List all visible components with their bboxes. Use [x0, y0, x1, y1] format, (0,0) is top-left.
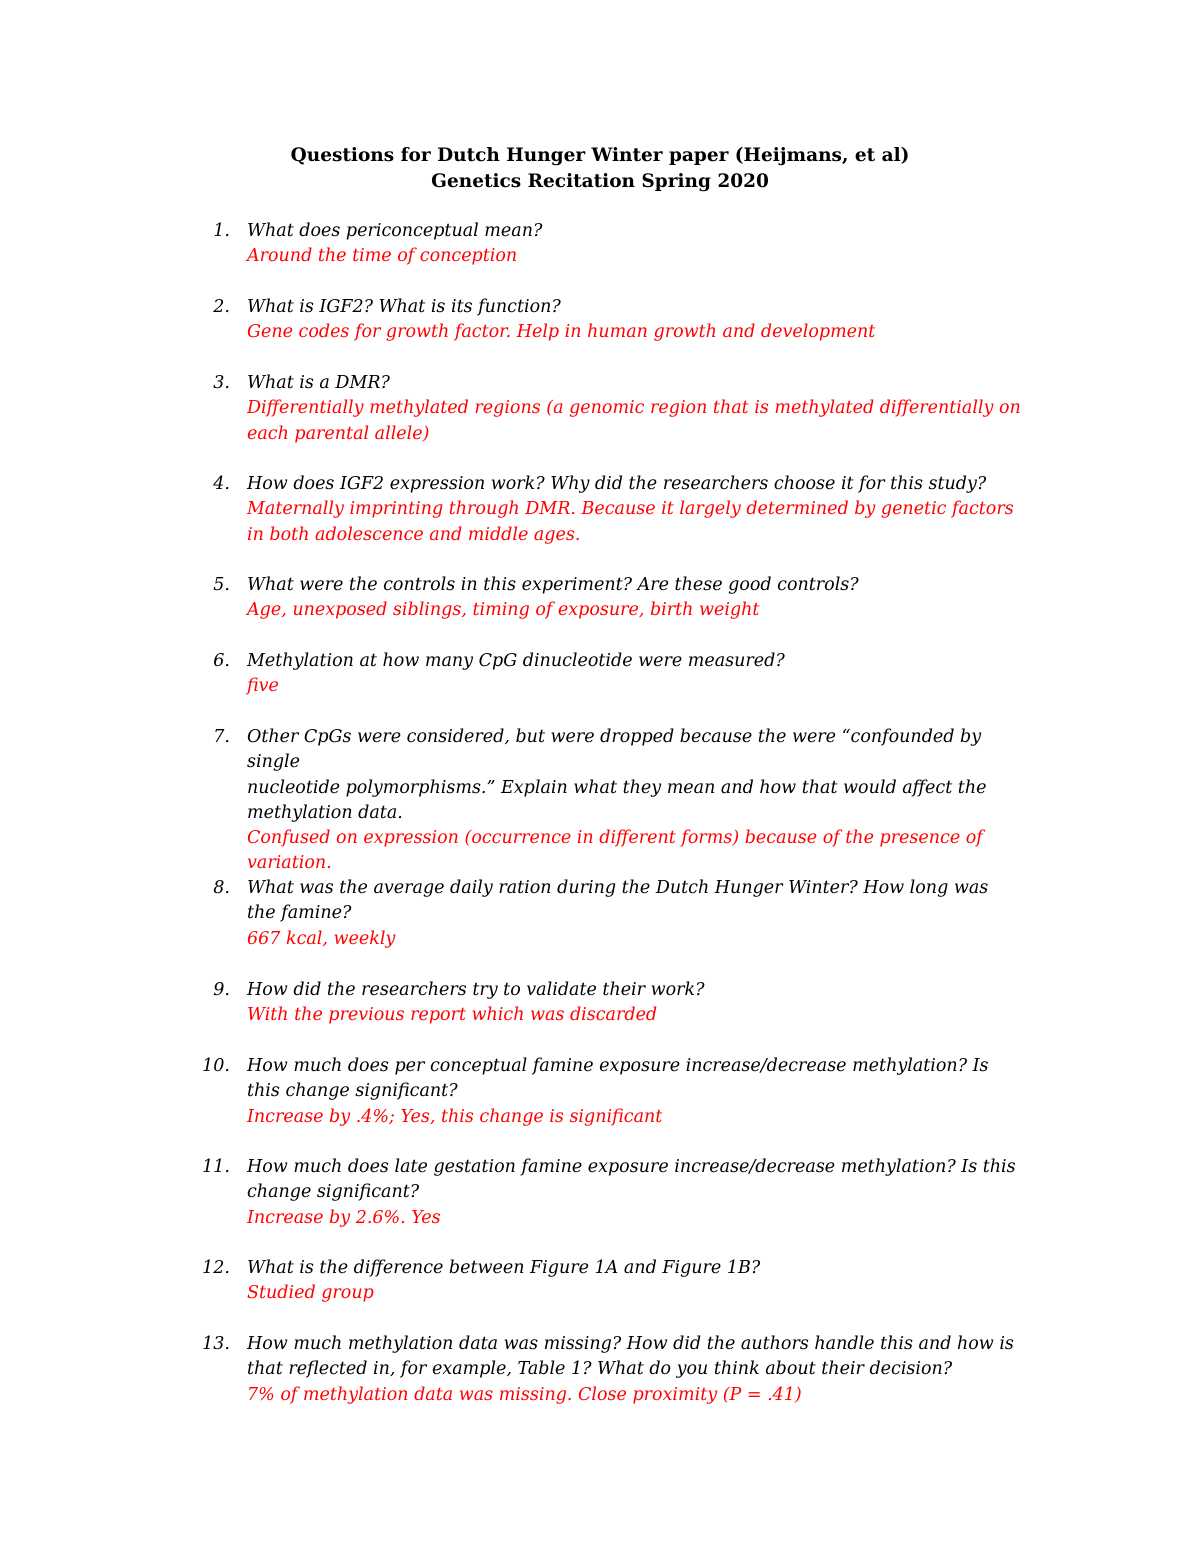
question-text: What were the controls in this experiment? Are these good controls?	[247, 575, 859, 595]
question-number: 10.	[202, 1056, 230, 1076]
answer-text: Increase by .4%; Yes, this change is significant	[247, 1106, 663, 1127]
question-number: 1.	[213, 221, 230, 241]
answer-text: Increase by 2.6%. Yes	[247, 1207, 441, 1228]
question-number: 5.	[213, 575, 230, 595]
answer-text: Around the time of conception	[247, 246, 518, 267]
answer-text: Gene codes for growth factor. Help in human growth and development	[247, 322, 876, 343]
question-text: What is IGF2? What is its function?	[247, 297, 561, 317]
question-number: 11.	[202, 1157, 230, 1177]
answer-text: Studied group	[247, 1283, 374, 1304]
question-text: How much does per conceptual famine exposure increase/decrease methylation? Is this change significant?	[247, 1056, 989, 1102]
question-text: How does IGF2 expression work? Why did the researchers choose it for this study?	[247, 474, 987, 494]
question-text: What is the difference between Figure 1A and Figure 1B?	[247, 1258, 761, 1278]
question-text: How did the researchers try to validate their work?	[247, 980, 705, 1000]
answer-text: Age, unexposed siblings, timing of exposure, birth weight	[247, 600, 760, 621]
question-number: 8.	[213, 878, 230, 898]
answer-text: Maternally imprinting through DMR. Because it largely determined by genetic factors in both adolescence and middle ages.	[247, 499, 1014, 545]
question-number: 2.	[213, 297, 230, 317]
question-text: What was the average daily ration during the Dutch Hunger Winter? How long was the famine?	[247, 878, 989, 924]
question-text: How much does late gestation famine exposure increase/decrease methylation? Is this change significant?	[247, 1157, 1016, 1203]
question-text: What is a DMR?	[247, 373, 390, 393]
question-number: 6.	[213, 651, 230, 671]
question-number: 4.	[213, 474, 230, 494]
answer-text: 7% of methylation data was missing. Close proximity (P = .41)	[247, 1384, 802, 1405]
document-title	[0, 143, 1200, 195]
question-text: What does periconceptual mean?	[247, 221, 543, 241]
answer-text: 667 kcal, weekly	[247, 928, 396, 949]
question-text: How much methylation data was missing? How did the authors handle this and how is that reflected in, for example, Table 1? What do you think about their decision?	[247, 1334, 1014, 1380]
question-number: 12.	[202, 1258, 230, 1278]
title-line-1: Questions for Dutch Hunger Winter paper (Heijmans, et al)	[290, 145, 910, 166]
title-line-2: Genetics Recitation Spring 2020	[431, 171, 769, 192]
answer-text: Differentially methylated regions (a genomic region that is methylated differentially on each parental allele)	[247, 398, 1021, 444]
answer-text: five	[247, 676, 279, 697]
answer-text: Confused on expression (occurrence in different forms) because of the presence of variation.	[247, 828, 983, 874]
question-number: 7.	[213, 727, 230, 747]
question-number: 9.	[213, 980, 230, 1000]
answer-text: With the previous report which was discarded	[247, 1005, 658, 1026]
question-text: Methylation at how many CpG dinucleotide were measured?	[247, 651, 785, 671]
question-number: 13.	[202, 1334, 230, 1354]
question-number: 3.	[213, 373, 230, 393]
question-text: Other CpGs were considered, but were dropped because the were “confounded by single nucleotide polymorphisms.” Explain what they mean and how that would affect the methylation data.	[247, 727, 987, 823]
